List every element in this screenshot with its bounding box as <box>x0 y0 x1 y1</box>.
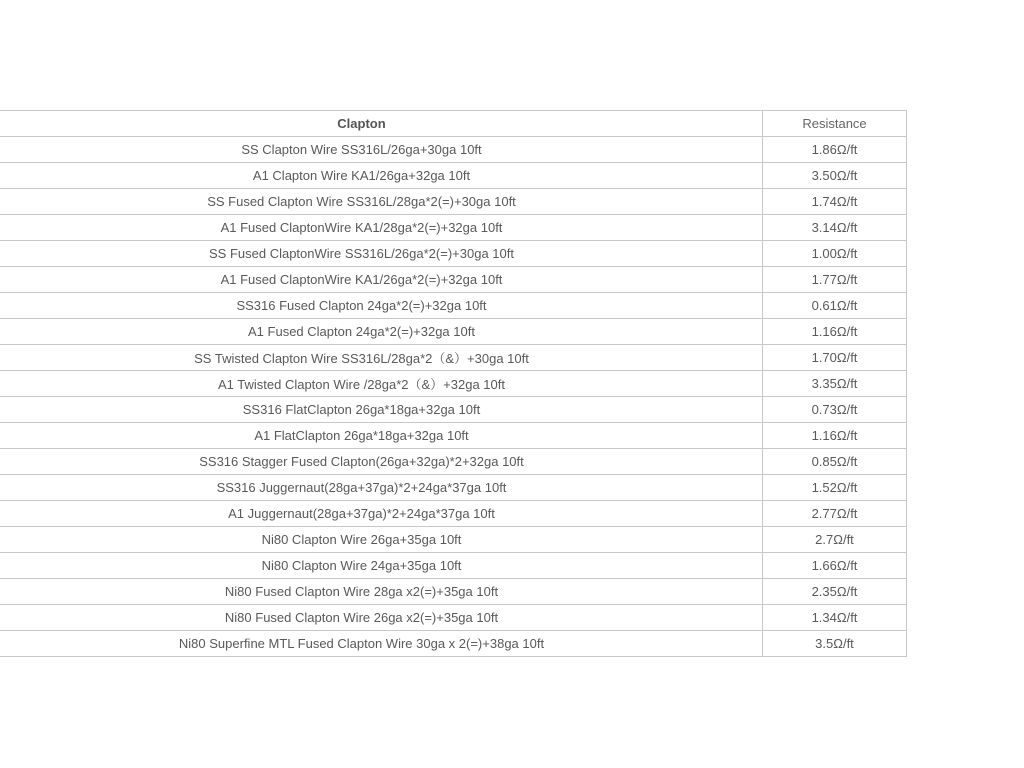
resistance-cell: 1.70Ω/ft <box>763 345 907 371</box>
table-row <box>0 163 907 189</box>
wire-name-cell: SS316 Fused Clapton 24ga*2(=)+32ga 10ft <box>0 293 763 319</box>
resistance-cell: 2.35Ω/ft <box>763 579 907 605</box>
table-row <box>0 241 907 267</box>
wire-name-cell: A1 Fused ClaptonWire KA1/26ga*2(=)+32ga 10ft <box>0 267 763 293</box>
resistance-cell: 2.7Ω/ft <box>763 527 907 553</box>
resistance-cell: 3.5Ω/ft <box>763 631 907 657</box>
resistance-cell: 0.61Ω/ft <box>763 293 907 319</box>
resistance-cell: 3.14Ω/ft <box>763 215 907 241</box>
table-row <box>0 579 907 605</box>
table-row <box>0 449 907 475</box>
wire-name-cell: SS316 Juggernaut(28ga+37ga)*2+24ga*37ga 10ft <box>0 475 763 501</box>
table-row <box>0 189 907 215</box>
table-row <box>0 553 907 579</box>
wire-name-cell: A1 Juggernaut(28ga+37ga)*2+24ga*37ga 10ft <box>0 501 763 527</box>
table-row <box>0 397 907 423</box>
wire-name-cell: A1 FlatClapton 26ga*18ga+32ga 10ft <box>0 423 763 449</box>
wire-name-cell: A1 Fused ClaptonWire KA1/28ga*2(=)+32ga 10ft <box>0 215 763 241</box>
wire-name-cell: SS Twisted Clapton Wire SS316L/28ga*2（&）+30ga 10ft <box>0 345 763 371</box>
resistance-cell: 1.00Ω/ft <box>763 241 907 267</box>
wire-name-cell: SS316 Stagger Fused Clapton(26ga+32ga)*2+32ga 10ft <box>0 449 763 475</box>
table-row <box>0 267 907 293</box>
table-row <box>0 475 907 501</box>
resistance-cell: 1.74Ω/ft <box>763 189 907 215</box>
resistance-cell: 1.34Ω/ft <box>763 605 907 631</box>
wire-name-cell: SS Fused Clapton Wire SS316L/28ga*2(=)+30ga 10ft <box>0 189 763 215</box>
resistance-cell: 1.16Ω/ft <box>763 423 907 449</box>
resistance-cell: 1.52Ω/ft <box>763 475 907 501</box>
table-row <box>0 319 907 345</box>
table-row <box>0 605 907 631</box>
wire-name-cell: Ni80 Fused Clapton Wire 26ga x2(=)+35ga 10ft <box>0 605 763 631</box>
table-row <box>0 137 907 163</box>
table-row <box>0 501 907 527</box>
resistance-cell: 1.77Ω/ft <box>763 267 907 293</box>
resistance-cell: 0.85Ω/ft <box>763 449 907 475</box>
table-row <box>0 423 907 449</box>
wire-name-cell: A1 Clapton Wire KA1/26ga+32ga 10ft <box>0 163 763 189</box>
resistance-cell: 2.77Ω/ft <box>763 501 907 527</box>
table-row <box>0 631 907 657</box>
table-row <box>0 345 907 371</box>
table-row <box>0 293 907 319</box>
column-header-clapton: Clapton <box>0 111 763 137</box>
wire-name-cell: Ni80 Superfine MTL Fused Clapton Wire 30ga x 2(=)+38ga 10ft <box>0 631 763 657</box>
wire-name-cell: SS Fused ClaptonWire SS316L/26ga*2(=)+30ga 10ft <box>0 241 763 267</box>
resistance-cell: 3.35Ω/ft <box>763 371 907 397</box>
resistance-cell: 1.16Ω/ft <box>763 319 907 345</box>
clapton-resistance-table <box>0 110 907 657</box>
table-body <box>0 137 907 657</box>
table-row <box>0 527 907 553</box>
table-header-row <box>0 111 907 137</box>
resistance-cell: 1.86Ω/ft <box>763 137 907 163</box>
wire-name-cell: A1 Fused Clapton 24ga*2(=)+32ga 10ft <box>0 319 763 345</box>
clapton-resistance-table-container <box>0 110 907 657</box>
wire-name-cell: Ni80 Clapton Wire 26ga+35ga 10ft <box>0 527 763 553</box>
wire-name-cell: Ni80 Clapton Wire 24ga+35ga 10ft <box>0 553 763 579</box>
column-header-resistance: Resistance <box>763 111 907 137</box>
resistance-cell: 3.50Ω/ft <box>763 163 907 189</box>
resistance-cell: 0.73Ω/ft <box>763 397 907 423</box>
resistance-cell: 1.66Ω/ft <box>763 553 907 579</box>
table-row <box>0 371 907 397</box>
table-row <box>0 215 907 241</box>
wire-name-cell: Ni80 Fused Clapton Wire 28ga x2(=)+35ga 10ft <box>0 579 763 605</box>
table-header <box>0 111 907 137</box>
wire-name-cell: SS316 FlatClapton 26ga*18ga+32ga 10ft <box>0 397 763 423</box>
wire-name-cell: A1 Twisted Clapton Wire /28ga*2（&）+32ga 10ft <box>0 371 763 397</box>
wire-name-cell: SS Clapton Wire SS316L/26ga+30ga 10ft <box>0 137 763 163</box>
